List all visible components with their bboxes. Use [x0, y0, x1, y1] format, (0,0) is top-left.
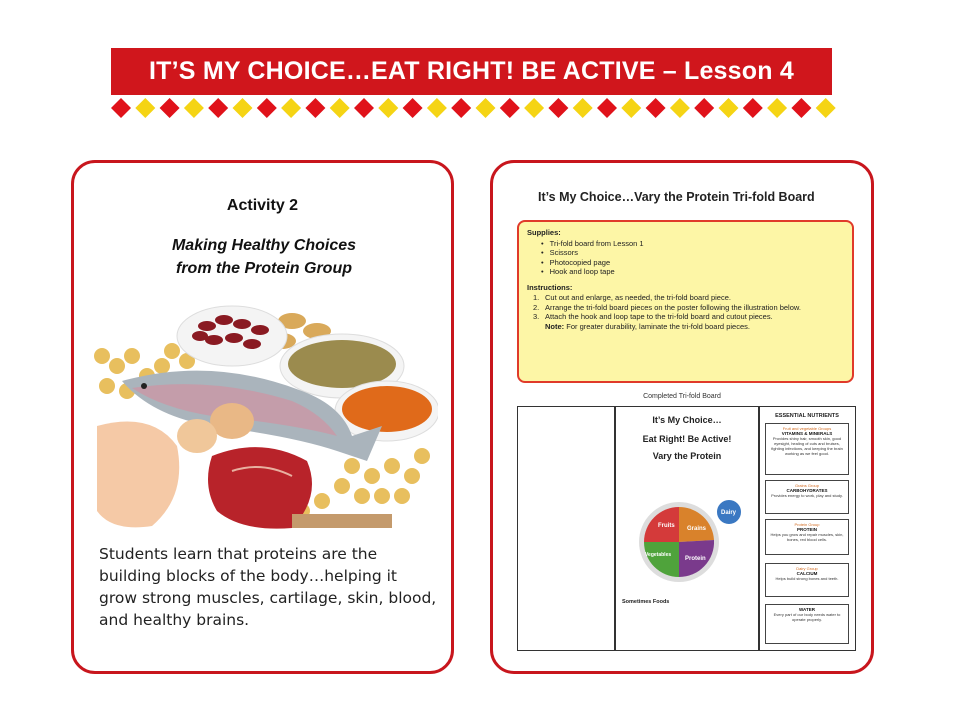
myplate-icon: [631, 490, 749, 584]
diamond-decoration: [354, 98, 374, 118]
board-center-text: [616, 413, 758, 461]
instructions-list: [533, 293, 844, 322]
supplies-heading: Supplies:: [527, 228, 561, 237]
plate-label-dairy: Dairy: [721, 510, 737, 516]
nutrient-card: Dairy Group CALCIUM Helps build strong bones and teeth.: [765, 563, 849, 597]
diamond-decoration: [573, 98, 593, 118]
protein-foods-image: [92, 296, 438, 532]
diamond-decoration: [233, 98, 253, 118]
diamond-decoration: [694, 98, 714, 118]
trifold-card: [490, 160, 874, 674]
plate-label-grains: Grains: [687, 526, 707, 532]
nutrient-card: Protein Group PROTEIN Helps you grow and repair muscles, skin, bones, red blood cells.: [765, 519, 849, 555]
diamond-decoration: [524, 98, 544, 118]
list-item: • Hook and loop tape: [541, 267, 844, 277]
diamond-decoration: [427, 98, 447, 118]
board-line1: It’s My Choice…: [652, 415, 722, 425]
trifold-doc-title: It’s My Choice…Vary the Protein Tri-fold Board: [538, 190, 815, 204]
plate-label-fruits: Fruits: [658, 523, 675, 529]
diamond-border: [111, 96, 841, 120]
list-item: 3. Attach the hook and loop tape to the tri-fold board and cutout pieces.: [533, 312, 773, 321]
sometimes-foods-label: Sometimes Foods: [622, 599, 670, 605]
instructions-heading: Instructions:: [527, 282, 573, 292]
activity-subtitle: [134, 234, 394, 280]
essential-nutrients-title: ESSENTIAL NUTRIENTS: [775, 413, 839, 419]
list-item: • Scissors: [541, 248, 844, 258]
diamond-decoration: [378, 98, 398, 118]
activity-description: Students learn that proteins are the building blocks of the body…helping it grow strong muscles, cartilage, skin, blood, and healthy brains.: [99, 545, 437, 629]
diamond-decoration: [281, 98, 301, 118]
diamond-decoration: [403, 98, 423, 118]
supplies-box: [517, 220, 854, 383]
diamond-decoration: [791, 98, 811, 118]
diamond-decoration: [548, 98, 568, 118]
plate-label-vegetables: Vegetables: [645, 552, 672, 558]
list-item: • Tri-fold board from Lesson 1: [541, 239, 844, 249]
board-line3: Vary the Protein: [652, 451, 722, 461]
list-item: 2. Arrange the tri-fold board pieces on the poster following the illustration below.: [533, 302, 801, 312]
diamond-decoration: [111, 98, 131, 118]
list-item: 1. Cut out and enlarge, as needed, the tri-fold board piece.: [533, 293, 731, 302]
trifold-board-illustration: [517, 406, 856, 651]
diamond-decoration: [160, 98, 180, 118]
activity-title: Activity 2: [226, 197, 299, 214]
diamond-decoration: [646, 98, 666, 118]
nutrient-card: WATER Every part of our body needs water to operate properly.: [765, 604, 849, 644]
completed-board-label: Completed Tri-fold Board: [643, 393, 721, 400]
note-text: Note: For greater durability, laminate the tri-fold board pieces.: [545, 321, 750, 331]
diamond-decoration: [597, 98, 617, 118]
diamond-decoration: [451, 98, 471, 118]
supplies-list: [541, 239, 844, 277]
nutrient-card: Fruit and vegetable Groups VITAMINS & MINERALS Provides shiny hair, smooth skin, good eyesight, healing of cuts and bruises, fighting infections, and keeping the brain working as we feel good.: [765, 423, 849, 475]
diamond-decoration: [184, 98, 204, 118]
diamond-decoration: [500, 98, 520, 118]
board-line2: Eat Right! Be Active!: [642, 434, 732, 444]
diamond-decoration: [816, 98, 836, 118]
diamond-decoration: [257, 98, 277, 118]
diamond-decoration: [743, 98, 763, 118]
diamond-decoration: [621, 98, 641, 118]
list-item: • Photocopied page: [541, 258, 844, 268]
diamond-decoration: [208, 98, 228, 118]
lesson-title: IT’S MY CHOICE…EAT RIGHT! BE ACTIVE – Lesson 4: [111, 48, 832, 95]
diamond-decoration: [719, 98, 739, 118]
activity-subtitle-line2: from the Protein Group: [176, 260, 352, 277]
diamond-decoration: [670, 98, 690, 118]
diamond-decoration: [135, 98, 155, 118]
diamond-decoration: [476, 98, 496, 118]
nutrient-card: Grains Group CARBOHYDRATES Provides energy to work, play and study.: [765, 480, 849, 514]
activity-subtitle-line1: Making Healthy Choices: [171, 237, 357, 254]
diamond-decoration: [767, 98, 787, 118]
board-divider: [758, 407, 760, 650]
diamond-decoration: [330, 98, 350, 118]
diamond-decoration: [305, 98, 325, 118]
plate-label-protein: Protein: [685, 556, 706, 562]
activity-card: [71, 160, 454, 674]
